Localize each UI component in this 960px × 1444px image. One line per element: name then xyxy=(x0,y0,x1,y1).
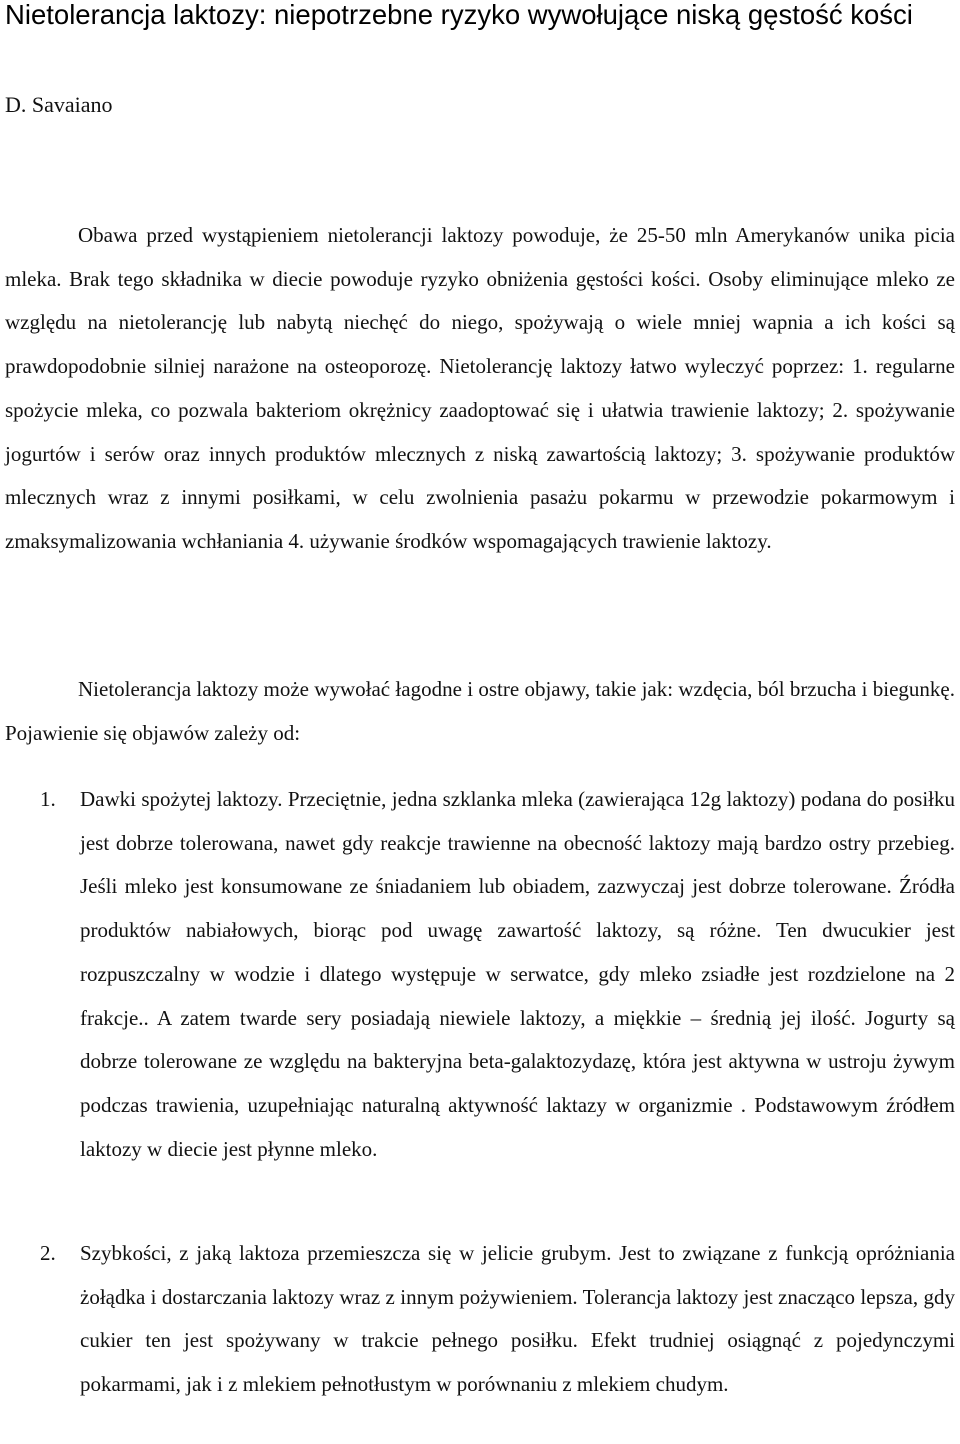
document-author: D. Savaiano xyxy=(5,92,113,117)
list-item-number: 2. xyxy=(40,1241,56,1265)
paragraph-intro: Obawa przed wystąpieniem nietolerancji laktozy powoduje, że 25-50 mln Amerykanów unika picia mleka. Brak tego składnika w diecie powoduje ryzyko obniżenia gęstości kości. Osoby eliminujące mleko ze względu na nietolerancję lub nabytą niechęć do niego, spożywają o wiele mniej wapnia a ich kości są prawdopodobnie silniej narażone na osteoporozę. Nietolerancję laktozy łatwo wyleczyć poprzez: 1. regularne spożycie mleka, co pozwala bakteriom okrężnicy zaadoptować się i ułatwia trawienie laktozy; 2. spożywanie jogurtów i serów oraz innych produktów mlecznych z niską zawartością laktozy; 3. spożywanie produktów mlecznych wraz z innymi posiłkami, w celu zwolnienia pasażu pokarmu w przewodzie pokarmowym i zmaksymalizowania wchłaniania 4. używanie środków wspomagających trawienie laktozy. xyxy=(5,223,955,553)
paragraph-symptoms: Nietolerancja laktozy może wywołać łagodne i ostre objawy, takie jak: wzdęcia, ból brzucha i biegunkę. Pojawienie się objawów zależy od: xyxy=(5,677,955,745)
list-item-text: Dawki spożytej laktozy. Przeciętnie, jedna szklanka mleka (zawierająca 12g laktozy) podana do posiłku jest dobrze tolerowana, nawet gdy reakcje trawienne na obecność laktozy mają bardzo ostry przebieg. Jeśli mleko jest konsumowane ze śniadaniem lub obiadem, zazwyczaj jest dobrze tolerowane. Źródła produktów nabiałowych, biorąc pod uwagę zawartość laktozy, są różne. Ten dwucukier jest rozpuszczalny w wodzie i dlatego występuje w serwatce, gdy mleko zsiadłe jest rozdzielone na 2 frakcje.. A zatem twarde sery posiadają niewiele laktozy, a miękkie – średnią jej ilość. Jogurty są dobrze tolerowane ze względu na bakteryjna beta-galaktozydazę, która jest aktywna w ustroju żywym podczas trawienia, uzupełniając naturalną aktywność laktazy w organizmie . Podstawowym źródłem laktozy w diecie jest płynne mleko. xyxy=(80,787,955,1161)
factor-list-first xyxy=(40,778,955,1171)
list-item xyxy=(40,1232,955,1407)
list-item-number: 1. xyxy=(40,787,56,811)
factor-list-second xyxy=(40,1232,955,1407)
list-item-text: Szybkości, z jaką laktoza przemieszcza się w jelicie grubym. Jest to związane z funkcją opróżniania żołądka i dostarczania laktozy wraz z innym pożywieniem. Tolerancja laktozy jest znacząco lepsza, gdy cukier ten jest spożywany w trakcie pełnego posiłku. Efekt trudniej osiągnąć z pojedynczymi pokarmami, jak i z mlekiem pełnotłustym w porównaniu z mlekiem chudym. xyxy=(80,1241,955,1397)
list-item xyxy=(40,778,955,1171)
document-title: Nietolerancja laktozy: niepotrzebne ryzyko wywołujące niską gęstość kości xyxy=(5,0,913,30)
